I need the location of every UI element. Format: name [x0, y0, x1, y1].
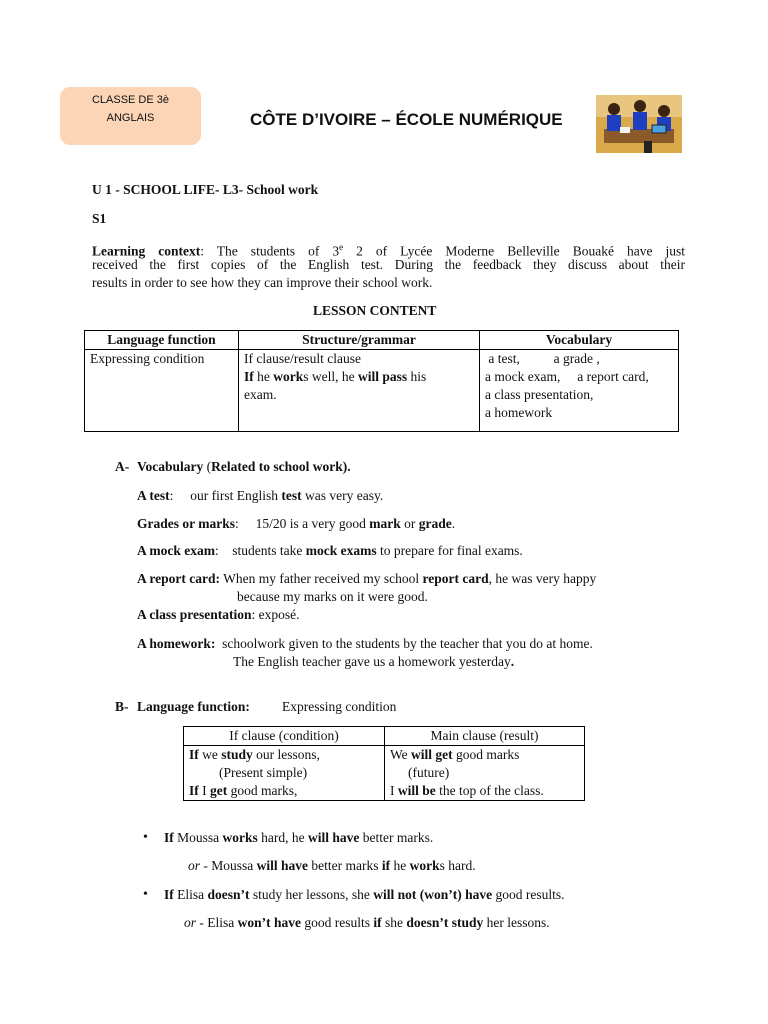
vocab-line: a test, a grade , — [485, 351, 600, 366]
page-title: CÔTE D’IVOIRE – ÉCOLE NUMÉRIQUE — [250, 110, 563, 129]
tense-note: (Present simple) — [219, 765, 308, 780]
bold-word: work — [273, 369, 304, 384]
if-clause-line — [189, 746, 379, 764]
structure-line: If clause/result clause — [244, 351, 361, 366]
text: good marks, — [227, 783, 298, 798]
if-clause-cell — [184, 746, 385, 801]
text: or — [400, 516, 419, 531]
bold-word: . — [510, 654, 515, 669]
bold-word: If — [244, 369, 254, 384]
text: was very easy. — [301, 488, 384, 503]
bold-word: Vocabulary — [137, 459, 204, 474]
text: : students take — [215, 543, 306, 558]
if-clause-line — [189, 782, 379, 800]
vocab-term: A class presentation — [137, 607, 252, 622]
bold-word: grade — [418, 516, 452, 531]
text: : 15/20 is a very good — [235, 516, 370, 531]
table-header-row — [85, 331, 679, 350]
text: the top of the class. — [435, 783, 544, 798]
example-2-alternative — [184, 914, 550, 932]
section-b-title: Language function: — [137, 699, 250, 714]
bold-word: If — [189, 783, 199, 798]
bold-word: get — [210, 783, 228, 798]
column-header: Language function — [85, 331, 239, 350]
text: The English teacher gave us a homework yesterday — [233, 654, 511, 669]
text: I — [390, 783, 398, 798]
students-illustration — [596, 95, 682, 153]
text: better marks. — [359, 830, 434, 845]
learning-context-line3: results in order to see how they can improve their school work. — [92, 275, 433, 290]
bold-word: mark — [369, 516, 401, 531]
text: good results. — [492, 887, 565, 902]
text: Elisa — [173, 887, 208, 902]
vocab-item-homework — [137, 635, 593, 653]
bold-word: will not (won’t) have — [373, 887, 493, 902]
bold-word: won’t have — [237, 915, 302, 930]
vocab-item-grades — [137, 515, 455, 533]
vocab-item-class-presentation — [137, 606, 300, 624]
italic-word: or — [184, 915, 197, 930]
bold-word: works — [222, 830, 258, 845]
example-1 — [164, 829, 433, 847]
lesson-content-table — [84, 330, 679, 432]
class-label-box — [60, 87, 201, 145]
text: study her lessons, she — [249, 887, 374, 902]
text: - Moussa — [200, 858, 257, 873]
table-row — [184, 746, 585, 801]
text: , he was very happy — [488, 571, 597, 586]
section-b-subtitle: Expressing condition — [282, 699, 397, 714]
main-clause-line — [390, 746, 579, 764]
structure-example — [244, 368, 474, 386]
text: - Elisa — [196, 915, 238, 930]
learning-context-label: Learning context — [92, 243, 201, 259]
text: we — [198, 747, 222, 762]
context-text: : The students of 3 — [200, 243, 340, 259]
bold-word: If — [164, 887, 174, 902]
text: When my father received my school — [219, 571, 423, 586]
column-header: If clause (condition) — [184, 727, 385, 746]
vocab-term: A mock exam — [137, 543, 215, 558]
text: to prepare for final exams. — [376, 543, 523, 558]
vocab-line: a homework — [485, 405, 553, 420]
bold-word: if — [373, 915, 382, 930]
learning-context-line2: received the first copies of the English test. During the feedback they discuss about their — [92, 257, 685, 272]
bullet-icon: • — [143, 887, 148, 902]
text: Moussa — [173, 830, 223, 845]
bold-word: If — [164, 830, 174, 845]
column-header: Structure/grammar — [239, 331, 480, 350]
text: ( — [203, 459, 212, 474]
text: : exposé. — [251, 607, 300, 622]
language-function-cell: Expressing condition — [85, 350, 239, 432]
text: her lessons. — [483, 915, 550, 930]
text: better marks — [308, 858, 382, 873]
session-label: S1 — [92, 211, 107, 226]
vocab-item-homework-line2 — [233, 653, 514, 671]
column-header: Vocabulary — [480, 331, 679, 350]
text: We — [390, 747, 412, 762]
text: she — [381, 915, 407, 930]
bold-word: if — [381, 858, 391, 873]
bold-word: will be — [397, 783, 436, 798]
structure-cell — [239, 350, 480, 432]
unit-title: U 1 - SCHOOL LIFE- L3- School work — [92, 182, 319, 197]
text: hard, he — [257, 830, 309, 845]
class-level: CLASSE DE 3è — [91, 94, 170, 106]
italic-word: or — [188, 858, 201, 873]
bold-word: If — [189, 747, 199, 762]
text: I — [198, 783, 210, 798]
vocab-term: Grades or marks — [137, 516, 235, 531]
text: : our first English — [169, 488, 282, 503]
bold-word: report card — [422, 571, 489, 586]
context-text: 2 of Lycée Moderne Belleville Bouaké have just — [343, 243, 685, 259]
text: s hard. — [439, 858, 476, 873]
vocab-item-test — [137, 487, 383, 505]
lesson-content-title: LESSON CONTENT — [313, 303, 437, 318]
example-1-alternative — [188, 857, 476, 875]
text: he — [253, 369, 274, 384]
structure-line: exam. — [244, 387, 277, 402]
superscript: e — [339, 242, 344, 252]
text: his — [407, 369, 427, 384]
bold-word: will have — [256, 858, 309, 873]
bullet-icon: • — [143, 830, 148, 845]
bold-word: will pass — [358, 369, 408, 384]
bold-word: Related to school work). — [211, 459, 351, 474]
main-clause-line — [390, 782, 579, 800]
text: our lessons, — [252, 747, 320, 762]
bold-word: study — [221, 747, 253, 762]
bold-word: doesn’t — [207, 887, 250, 902]
main-clause-cell — [385, 746, 585, 801]
bold-word: will get — [411, 747, 453, 762]
vocab-term: A report card: — [137, 571, 220, 586]
table-header-row — [184, 727, 585, 746]
bold-word: mock exams — [305, 543, 377, 558]
subject: ANGLAIS — [106, 112, 155, 124]
bold-word: will have — [308, 830, 360, 845]
condition-table — [183, 726, 585, 801]
text: he — [390, 858, 410, 873]
section-a-title — [137, 458, 351, 476]
vocab-term: A test — [137, 488, 170, 503]
section-b-letter: B- — [115, 699, 129, 714]
vocab-term: A homework: — [137, 636, 216, 651]
vocab-line: a class presentation, — [485, 387, 594, 402]
bold-word: test — [281, 488, 302, 503]
text: . — [451, 516, 456, 531]
vocab-line: a mock exam, a report card, — [485, 369, 649, 384]
vocab-item-report-card-line2: because my marks on it were good. — [237, 589, 428, 604]
text: good marks — [452, 747, 520, 762]
text: good results — [301, 915, 374, 930]
section-a-letter: A- — [115, 459, 130, 474]
text: schoolwork given to the students by the teacher that you do at home. — [215, 636, 593, 651]
bold-word: work — [409, 858, 440, 873]
tense-note: (future) — [408, 765, 450, 780]
vocab-item-mock-exam — [137, 542, 523, 560]
vocabulary-cell — [480, 350, 679, 432]
table-row — [85, 350, 679, 432]
example-2 — [164, 886, 565, 904]
column-header: Main clause (result) — [385, 727, 585, 746]
text: s well, he — [303, 369, 358, 384]
vocab-item-report-card — [137, 570, 596, 588]
bold-word: doesn’t study — [406, 915, 484, 930]
